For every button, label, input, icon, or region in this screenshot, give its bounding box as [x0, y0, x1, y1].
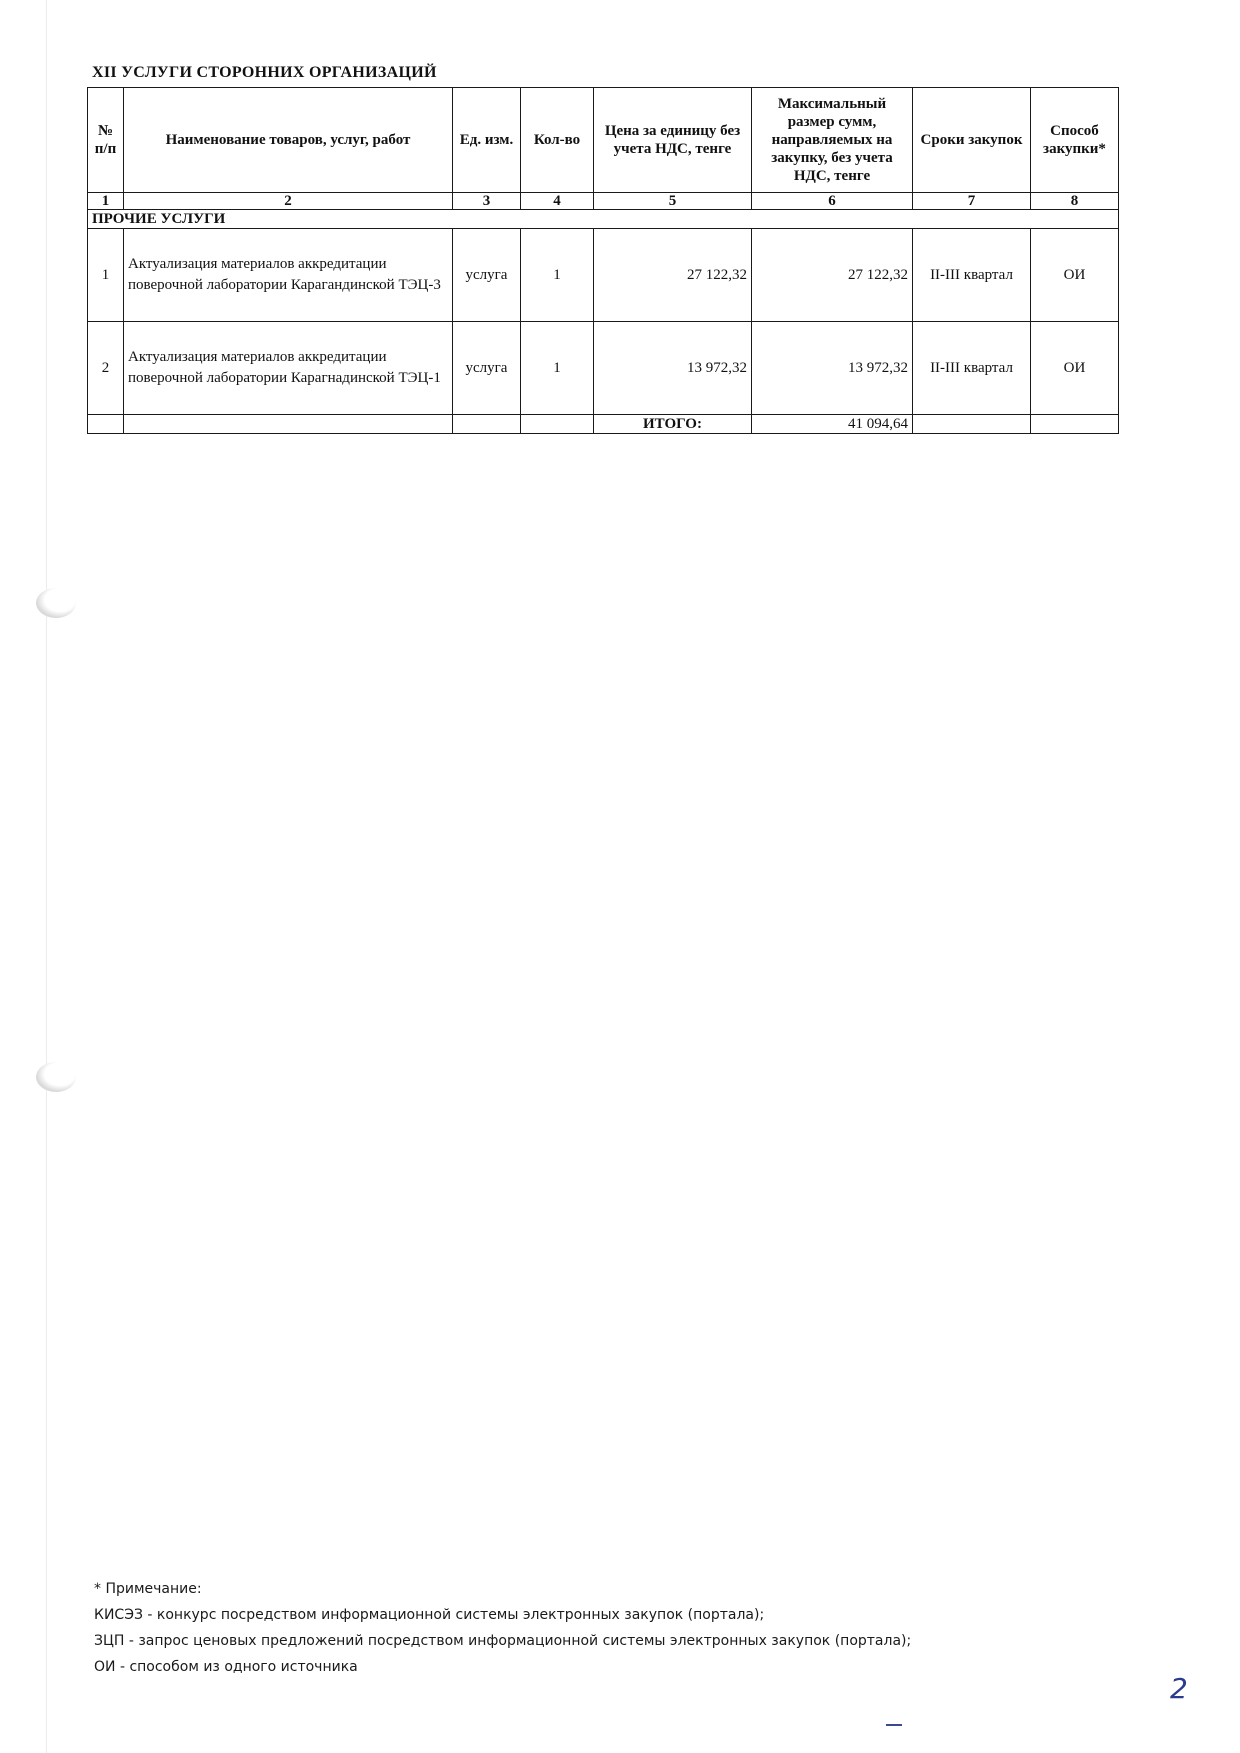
row-number: 1 [88, 229, 124, 322]
column-number: 8 [1031, 193, 1119, 210]
category-row [88, 210, 1119, 229]
header-cell: Ед. изм. [453, 88, 521, 193]
max-sum-cell: 27 122,32 [752, 229, 913, 322]
total-value: 41 094,64 [752, 415, 913, 434]
punch-hole [36, 1062, 76, 1092]
empty-cell [124, 415, 453, 434]
method-cell: ОИ [1031, 229, 1119, 322]
column-number: 7 [913, 193, 1031, 210]
empty-cell [88, 415, 124, 434]
footnote-line: ЗЦП - запрос ценовых предложений посредством информационной системы электронных закупок (портала); [94, 1633, 912, 1649]
unit-price-cell: 13 972,32 [594, 322, 752, 415]
table-row [88, 322, 1119, 415]
empty-cell [453, 415, 521, 434]
empty-cell [521, 415, 594, 434]
table-row [88, 229, 1119, 322]
term-cell: II-III квартал [913, 229, 1031, 322]
footnotes [94, 1576, 911, 1680]
footnote-line: ОИ - способом из одного источника [94, 1659, 358, 1675]
footnote-heading: * Примечание: [94, 1581, 202, 1597]
header-cell: Цена за единицу без учета НДС, тенге [594, 88, 752, 193]
max-sum-cell: 13 972,32 [752, 322, 913, 415]
header-cell: № п/п [88, 88, 124, 193]
header-cell: Способ закупки* [1031, 88, 1119, 193]
column-number: 2 [124, 193, 453, 210]
column-number-row [88, 193, 1119, 210]
unit-cell: услуга [453, 322, 521, 415]
quantity-cell: 1 [521, 322, 594, 415]
header-cell: Сроки закупок [913, 88, 1031, 193]
total-row [88, 415, 1119, 434]
footnote-line: КИСЭЗ - конкурс посредством информационной системы электронных закупок (портала); [94, 1607, 765, 1623]
header-cell: Кол-во [521, 88, 594, 193]
header-cell: Наименование товаров, услуг, работ [124, 88, 453, 193]
paper-edge-shadow [46, 0, 47, 1753]
item-name: Актуализация материалов аккредитации поверочной лаборатории Карагнадинской ТЭЦ-1 [124, 322, 453, 415]
column-number: 3 [453, 193, 521, 210]
handwritten-page-number: 2 [1170, 1672, 1188, 1705]
item-name: Актуализация материалов аккредитации поверочной лаборатории Карагандинской ТЭЦ-3 [124, 229, 453, 322]
header-row [88, 88, 1119, 193]
pen-mark [886, 1724, 902, 1726]
unit-price-cell: 27 122,32 [594, 229, 752, 322]
column-number: 6 [752, 193, 913, 210]
row-number: 2 [88, 322, 124, 415]
empty-cell [1031, 415, 1119, 434]
header-cell: Максимальный размер сумм, направляемых на закупку, без учета НДС, тенге [752, 88, 913, 193]
method-cell: ОИ [1031, 322, 1119, 415]
unit-cell: услуга [453, 229, 521, 322]
section-title: XII УСЛУГИ СТОРОННИХ ОРГАНИЗАЦИЙ [92, 64, 437, 81]
column-number: 1 [88, 193, 124, 210]
column-number: 4 [521, 193, 594, 210]
column-number: 5 [594, 193, 752, 210]
empty-cell [913, 415, 1031, 434]
quantity-cell: 1 [521, 229, 594, 322]
total-label: ИТОГО: [594, 415, 752, 434]
procurement-table [87, 87, 1119, 434]
category-label: ПРОЧИЕ УСЛУГИ [88, 210, 1119, 229]
term-cell: II-III квартал [913, 322, 1031, 415]
punch-hole [36, 588, 76, 618]
